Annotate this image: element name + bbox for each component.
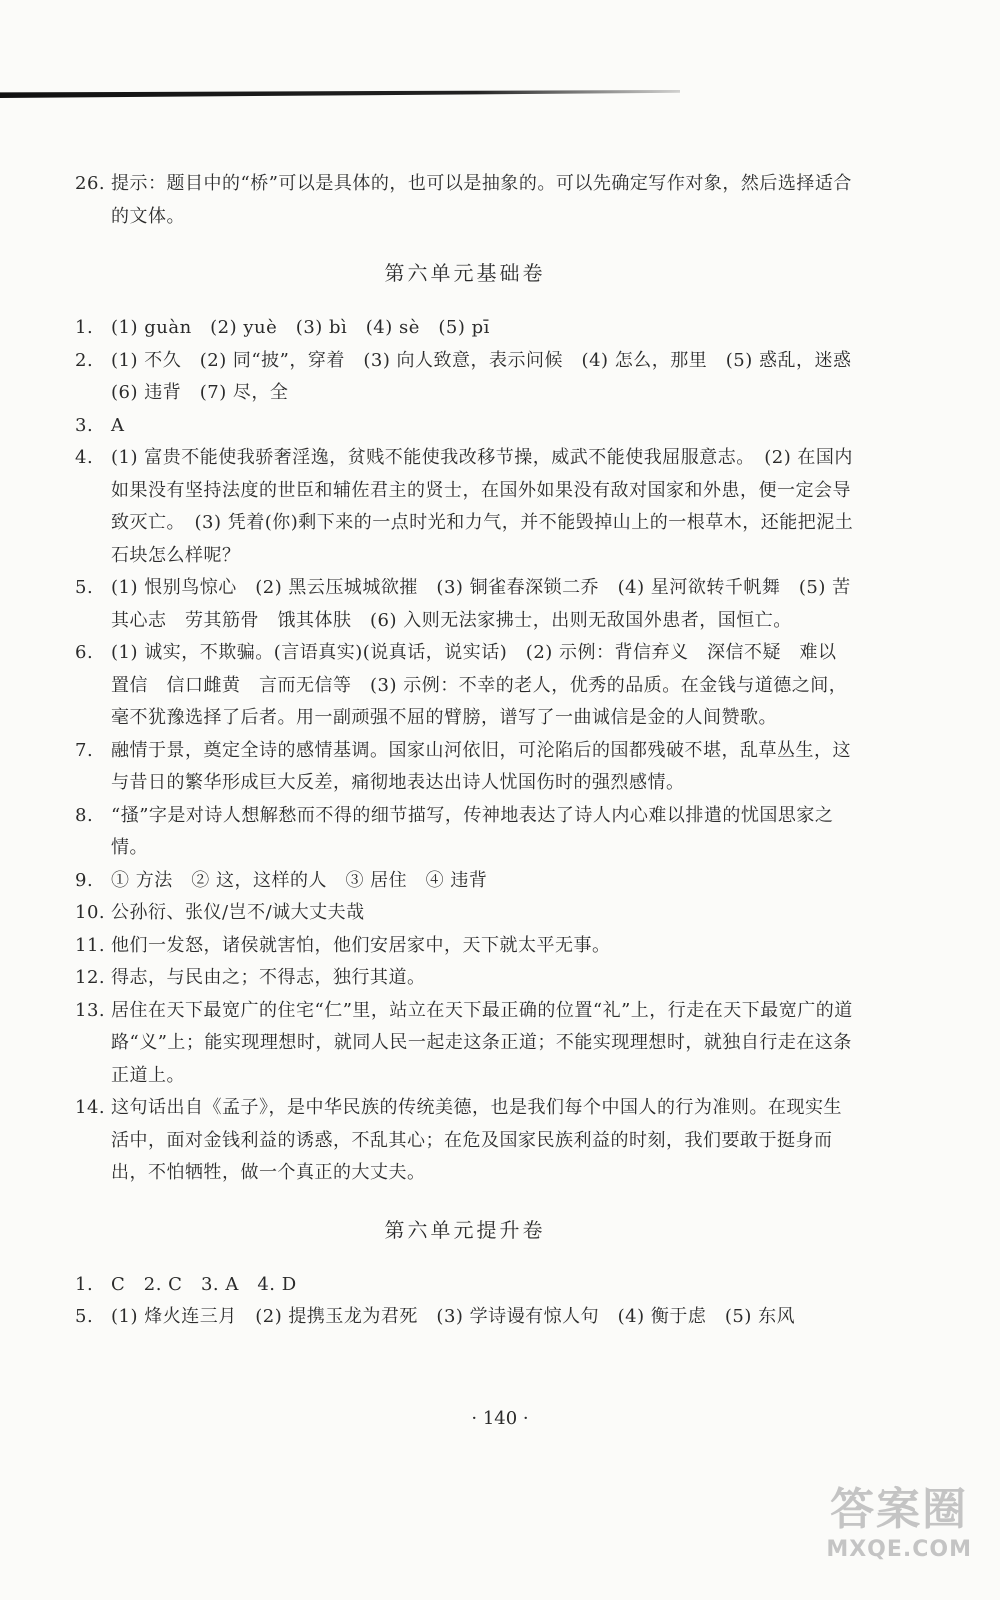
answer-item-26 (75, 168, 855, 233)
item-text: (1) 诚实，不欺骗。(言语真实)(说真话，说实话) (2) 示例：背信弃义 深信不疑 难以置信 信口雌黄 言而无信等 (3) 示例：不幸的老人，优秀的品质。在金钱与道德之间，毫不犹豫选择了后者。用一副顽强不屈的臂膀，谱写了一曲诚信是金的人间赞歌。 (111, 642, 848, 728)
page-number: · 140 · (471, 1408, 529, 1429)
item-number: 12. (75, 967, 106, 988)
item-text: “搔”字是对诗人想解愁而不得的细节描写，传神地表达了诗人内心难以排遣的忧国思家之情。 (111, 804, 834, 858)
item-text: 提示：题目中的“桥”可以是具体的，也可以是抽象的。可以先确定写作对象，然后选择适合的文体。 (111, 173, 852, 227)
item-number: 2. (75, 349, 94, 371)
item-number: 13. (75, 999, 106, 1021)
item-text: 他们一发怒，诸侯就害怕，他们安居家中，天下就太平无事。 (111, 934, 611, 956)
item-number: 4. (75, 447, 94, 468)
item-number: 14. (75, 1097, 106, 1118)
item-number: 3. (75, 414, 94, 436)
item-number: 1. (75, 1273, 94, 1295)
section-advanced-list (75, 1269, 855, 1334)
item-number: 9. (75, 869, 94, 891)
item-text: (1) 富贵不能使我骄奢淫逸，贫贱不能使我改移节操，威武不能使我屈服意志。 (2) 在国内如果没有坚持法度的世臣和辅佐君主的贤士，在国外如果没有敌对国家和外患，便一定会导致灭亡。 (3) 凭着(你)剩下来的一点时光和力气，并不能毁掉山上的一根草木，还能把泥土石块怎么样呢？ (111, 447, 854, 566)
list-item (75, 735, 855, 800)
list-item (75, 312, 855, 345)
item-text: A (111, 414, 125, 436)
item-number: 7. (75, 739, 94, 761)
list-item (75, 865, 855, 898)
item-number: 8. (75, 804, 94, 826)
list-item (75, 637, 855, 735)
item-number: 5. (75, 577, 94, 598)
item-number: 26. (75, 173, 106, 194)
item-text: 公孙衍、张仪/岂不/诚大丈夫哉 (111, 902, 365, 923)
item-text: (1) guàn (2) yuè (3) bì (4) sè (5) pī (111, 317, 490, 338)
item-text: (1) 恨别鸟惊心 (2) 黑云压城城欲摧 (3) 铜雀春深锁二乔 (4) 星河欲转千帆舞 (5) 苦其心志 劳其筋骨 饿其体肤 (6) 入则无法家拂士，出则无敌国外患者，国恒亡。 (111, 577, 851, 631)
list-item (75, 962, 855, 995)
item-text: 这句话出自《孟子》，是中华民族的传统美德，也是我们每个中国人的行为准则。在现实生活中，面对金钱利益的诱惑，不乱其心；在危及国家民族利益的时刻，我们要敢于挺身而出，不怕牺牲，做一个真正的大丈夫。 (111, 1097, 842, 1183)
item-text: 得志，与民由之；不得志，独行其道。 (111, 967, 426, 988)
list-item (75, 1301, 855, 1334)
watermark-main-text: 答案圈 (830, 1484, 969, 1535)
item-number: 5. (75, 1306, 94, 1327)
item-number: 1. (75, 317, 94, 338)
list-item (75, 800, 855, 865)
list-item (75, 442, 855, 572)
section-title-advanced: 第六单元提升卷 (384, 1217, 546, 1242)
list-item (75, 345, 870, 410)
item-text: C 2. C 3. A 4. D (111, 1273, 297, 1295)
answer-page (75, 168, 870, 1334)
list-item (75, 1269, 855, 1302)
list-item (75, 995, 855, 1093)
list-item (75, 1092, 855, 1190)
list-item (75, 930, 855, 963)
item-text: 居住在天下最宽广的住宅“仁”里，站立在天下最正确的位置“礼”上，行走在天下最宽广的道路“义”上；能实现理想时，就同人民一起走这条正道；不能实现理想时，就独自行走在这条正道上。 (111, 999, 853, 1086)
section-title-basic: 第六单元基础卷 (384, 261, 546, 285)
item-text: ① 方法 ② 这，这样的人 ③ 居住 ④ 违背 (111, 869, 488, 891)
item-text: (1) 烽火连三月 (2) 提携玉龙为君死 (3) 学诗谩有惊人句 (4) 衡于虑 (5) 东风 (111, 1306, 796, 1327)
list-item (75, 410, 855, 443)
section-basic-list (75, 312, 870, 1190)
watermark-sub-text: MXQE.COM (826, 1537, 972, 1562)
item-text: 融情于景，奠定全诗的感情基调。国家山河依旧，可沦陷后的国都残破不堪，乱草丛生，这与昔日的繁华形成巨大反差，痛彻地表达出诗人忧国伤时的强烈感情。 (111, 739, 851, 793)
top-border-rule (0, 90, 680, 98)
item-number: 10. (75, 902, 106, 923)
watermark-logo (826, 1473, 972, 1562)
item-text: (1) 不久 (2) 同“披”，穿着 (3) 向人致意，表示问候 (4) 怎么，那里 (5) 惑乱，迷惑 (6) 违背 (7) 尽，全 (111, 349, 870, 403)
item-number: 6. (75, 642, 94, 663)
list-item (75, 897, 855, 930)
list-item (75, 572, 855, 637)
item-number: 11. (75, 934, 106, 956)
